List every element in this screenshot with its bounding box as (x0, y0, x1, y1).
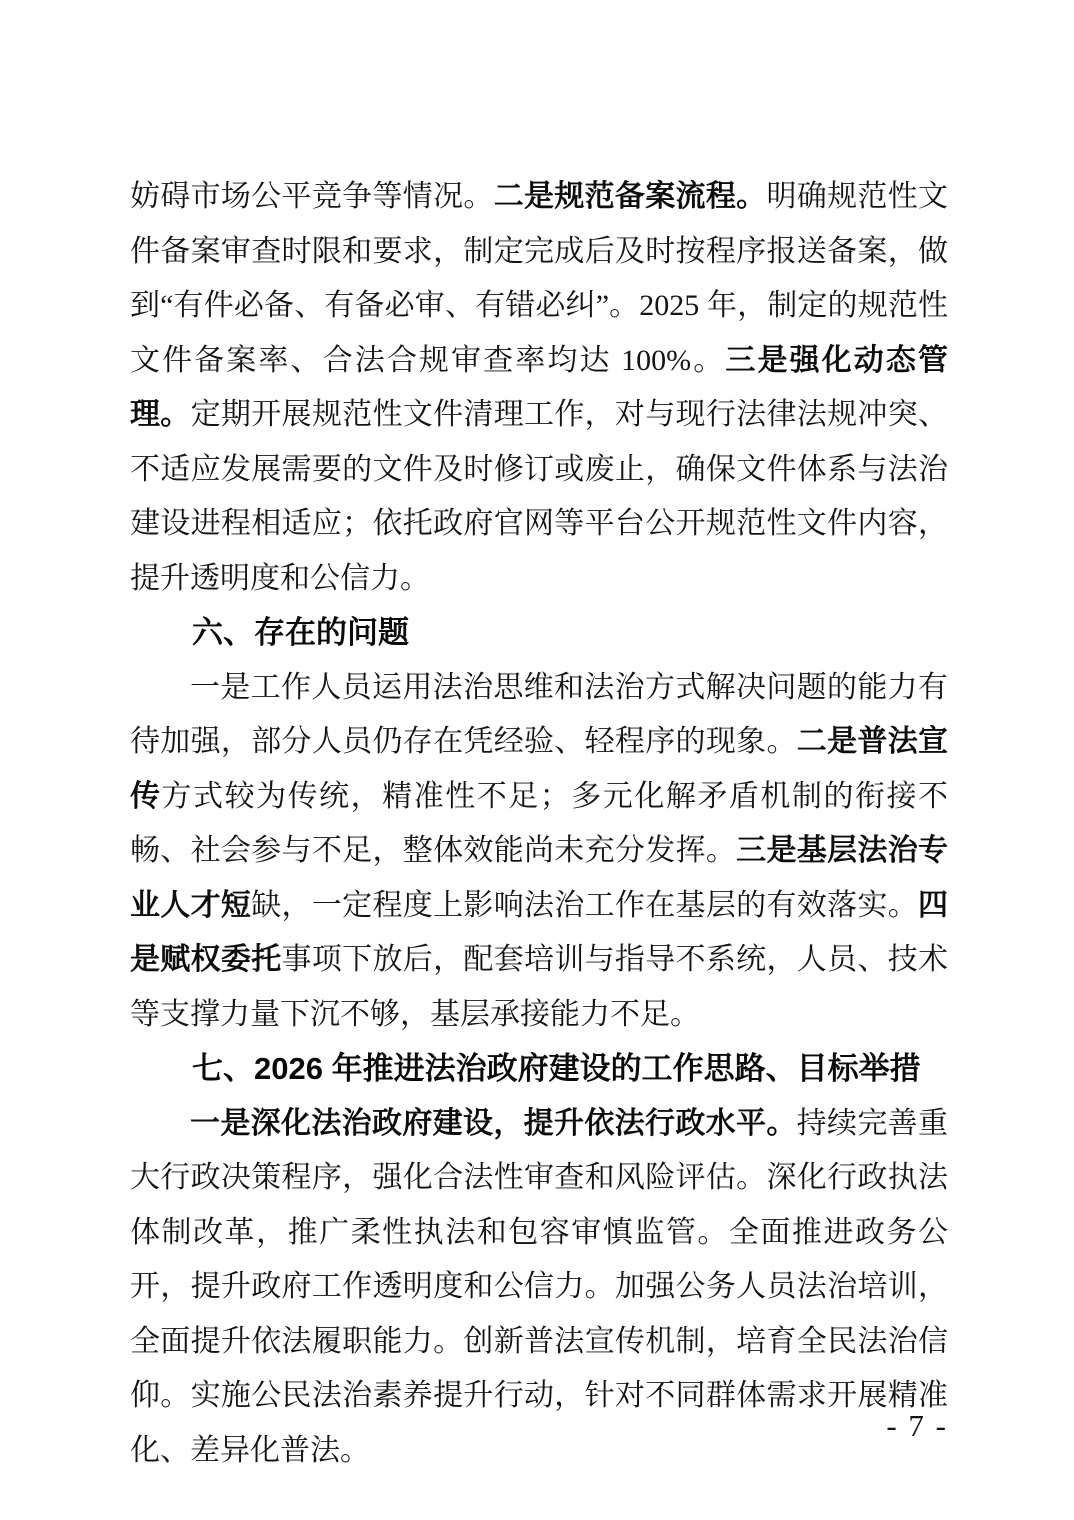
text-run: 一是工作人员运用法治思维和法治方式解决问题的能力有待加强，部分人员仍存在凭经验、轻程序的现象。 (130, 670, 948, 758)
text-run-bold: 二是规范备案流程。 (493, 180, 767, 213)
paragraph-2026-plan (130, 1097, 948, 1479)
text-run-bold: 三是强化动态管理。 (130, 343, 948, 431)
text-run-bold: 一是深化法治政府建设，提升依法行政水平。 (190, 1106, 797, 1140)
text-run: 缺，一定程度上影响法治工作在基层的有效落实。 (251, 888, 919, 922)
text-run: 事项下放后，配套培训与指导不系统，人员、技术等支撑力量下沉不够，基层承接能力不足。 (130, 943, 949, 1031)
text-run-bold: 二是普法宣传 (130, 725, 949, 813)
document-body (130, 170, 948, 1478)
paragraph-problems (130, 661, 948, 1043)
page-number: - 7 - (886, 1408, 948, 1443)
paragraph-filing-process (130, 170, 948, 606)
text-run: 持续完善重大行政决策程序，强化合法性审查和风险评估。深化行政执法体制改革，推广柔性执法和包容审慎监管。全面推进政务公开，提升政府工作透明度和公信力。加强公务人员法治培训，全面提升依法履职能力。创新普法宣传机制，培育全民法治信仰。实施公民法治素养提升行动，针对不同群体需求开展精准化、差异化普法。 (130, 1106, 949, 1467)
text-run-bold: 三是基层法治专业人才短 (130, 834, 949, 922)
text-run: 妨碍市场公平竞争等情况。 (130, 180, 494, 213)
text-run-bold: 四是赋权委托 (130, 888, 949, 976)
text-run: 定期开展规范性文件清理工作，对与现行法律法规冲突、不适应发展需要的文件及时修订或废止，确保文件体系与法治建设进程相适应；依托政府官网等平台公开规范性文件内容，提升透明度和公信力。 (130, 398, 949, 595)
section-heading-2026-plan: 七、2026 年推进法治政府建设的工作思路、目标举措 (192, 1051, 921, 1086)
text-run: 明确规范性文件备案审查时限和要求，制定完成后及时按程序报送备案，做到“有件必备、有备必审、有错必纠”。2025 年，制定的规范性文件备案率、合法合规审查率均达 100%。 (130, 180, 949, 377)
section-heading-problems: 六、存在的问题 (192, 615, 409, 650)
text-run: 方式较为传统，精准性不足；多元化解矛盾机制的衔接不畅、社会参与不足，整体效能尚未充分发挥。 (130, 779, 949, 867)
